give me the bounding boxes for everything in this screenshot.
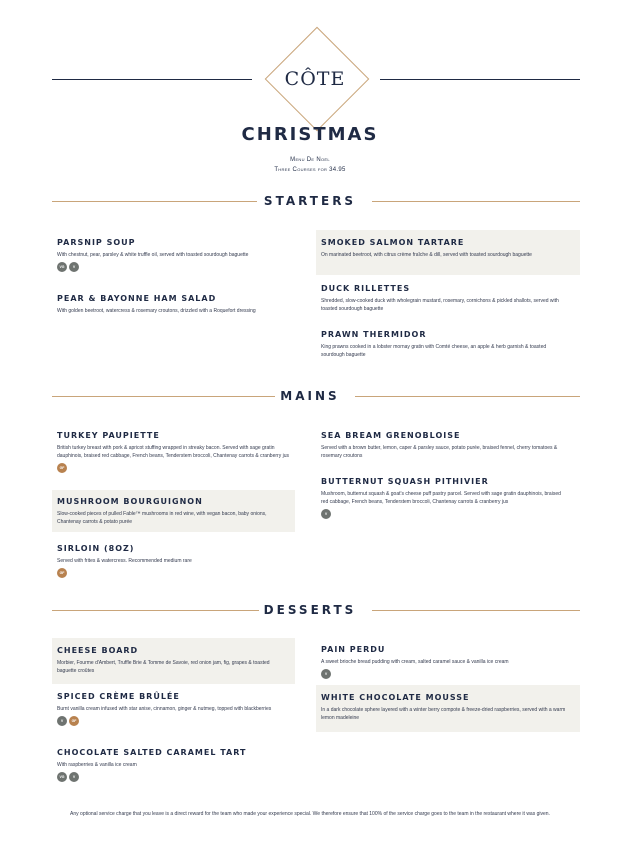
dietary-badges — [321, 669, 566, 679]
item-description: Slow-cooked pieces of pulled Fable™ mushrooms in red wine, with vegan bacon, baby onions, Chantenay carrots & potato purée — [57, 511, 267, 525]
menu-item-highlighted — [316, 230, 580, 275]
item-description: Morbier, Fourme d'Ambert, Truffle Brie & Tomme de Savoie, red onion jam, fig, grapes & toasted baguette croûtes — [57, 660, 270, 674]
item-name: PARSNIP SOUP — [57, 238, 136, 247]
price-line: Three Courses for 34.95 — [274, 167, 346, 173]
gluten-free-badge: GF — [57, 463, 67, 473]
item-description: Mushroom, butternut squash & goat's cheese puff pastry parcel. Served with sage gratin dauphinois, braised red cabbage, French beans, Tenderstem broccoli, Chantenay carrots & cranberry jus — [321, 491, 561, 505]
section-title-starters: STARTERS — [263, 194, 357, 208]
item-description: Served with a brown butter, lemon, caper & parsley sauce, potato purée, braised fennel, cherry tomatoes & rosemary croutons — [321, 445, 558, 459]
page-title: CHRISTMAS — [241, 124, 379, 145]
menu-item — [57, 431, 292, 473]
item-description: Shredded, slow-cooked duck with wholegrain mustard, rosemary, cornichons & pickled shallots, served with toasted sourdough baguette — [321, 298, 559, 312]
item-name: SEA BREAM GRENOBLOISE — [321, 431, 461, 440]
vegetarian-badge: V — [69, 772, 79, 782]
service-charge-note: Any optional service charge that you leave is a direct reward for the team who made your experience special. We therefore ensure that 100% of the service charge goes to the team in the restaurant where it was given. — [70, 811, 550, 817]
item-description: British turkey breast with pork & apricot stuffing wrapped in streaky bacon. Served with sage gratin dauphinois, braised red cabbage, French beans, Tenderstem broccoli, Chantenay carrots & cranberry jus — [57, 445, 289, 459]
dietary-badges — [57, 463, 292, 473]
menu-item-highlighted — [52, 638, 295, 684]
item-name: DUCK RILLETTES — [321, 284, 411, 293]
menu-item — [321, 330, 561, 359]
vegan-badge: VG — [57, 262, 67, 272]
menu-item — [57, 544, 292, 578]
brand-logo: CÔTE — [284, 68, 346, 90]
dietary-badges — [57, 568, 292, 578]
item-name: WHITE CHOCOLATE MOUSSE — [321, 693, 470, 702]
vegetarian-badge: V — [321, 669, 331, 679]
vegan-badge: VG — [57, 772, 67, 782]
item-name: SPICED CRÈME BRÛLÉE — [57, 692, 180, 701]
item-name: CHEESE BOARD — [57, 646, 139, 655]
item-description: On marinated beetroot, with citrus crème fraîche & dill, served with toasted sourdough baguette — [321, 252, 532, 258]
item-description: In a dark chocolate sphere layered with a winter berry compote & freeze-dried raspberries, served with a warm lemon madeleine — [321, 707, 566, 721]
gluten-free-badge: GF — [57, 568, 67, 578]
menu-item — [57, 692, 292, 726]
item-name: SMOKED SALMON TARTARE — [321, 238, 465, 247]
dietary-badges — [57, 716, 292, 726]
item-description: King prawns cooked in a lobster mornay gratin with Comté cheese, an apple & herb garnish & toasted sourdough baguette — [321, 344, 547, 358]
dietary-badges — [321, 509, 566, 519]
menu-item-highlighted — [316, 685, 580, 732]
menu-item — [57, 748, 292, 782]
item-description: A sweet brioche bread pudding with cream, salted caramel sauce & vanilla ice cream — [321, 659, 509, 665]
item-name: BUTTERNUT SQUASH PITHIVIER — [321, 477, 489, 486]
item-name: PEAR & BAYONNE HAM SALAD — [57, 294, 217, 303]
vegetarian-badge: V — [69, 262, 79, 272]
menu-item — [57, 294, 287, 315]
menu-item — [57, 238, 287, 272]
item-description: Burnt vanilla cream infused with star anise, cinnamon, ginger & nutmeg, topped with blackberries — [57, 706, 272, 712]
dietary-badges — [57, 772, 292, 782]
menu-item — [321, 477, 566, 519]
menu-item-highlighted — [52, 490, 295, 532]
menu-item — [321, 284, 561, 313]
menu-item — [321, 645, 566, 679]
item-name: CHOCOLATE SALTED CARAMEL TART — [57, 748, 247, 757]
menu-item — [321, 431, 566, 460]
menu-subtitle: Menu De Noël — [290, 157, 330, 163]
item-name: TURKEY PAUPIETTE — [57, 431, 160, 440]
gluten-free-badge: GF — [69, 716, 79, 726]
header-rule-right — [380, 79, 580, 80]
item-name: SIRLOIN (8OZ) — [57, 544, 135, 553]
item-description: With raspberries & vanilla ice cream — [57, 762, 137, 768]
item-name: MUSHROOM BOURGUIGNON — [57, 497, 203, 506]
section-title-desserts: DESSERTS — [263, 603, 357, 617]
section-title-mains: MAINS — [280, 389, 340, 403]
dietary-badges — [57, 262, 287, 272]
vegetarian-badge: V — [321, 509, 331, 519]
item-description: With golden beetroot, watercress & rosemary croutons, drizzled with a Roquefort dressing — [57, 308, 256, 314]
vegetarian-badge: V — [57, 716, 67, 726]
item-description: Served with frites & watercress. Recommended medium rare — [57, 558, 192, 564]
header-rule-left — [52, 79, 252, 80]
item-description: With chestnut, pear, parsley & white truffle oil, served with toasted sourdough baguette — [57, 252, 249, 258]
item-name: PAIN PERDU — [321, 645, 386, 654]
item-name: PRAWN THERMIDOR — [321, 330, 427, 339]
